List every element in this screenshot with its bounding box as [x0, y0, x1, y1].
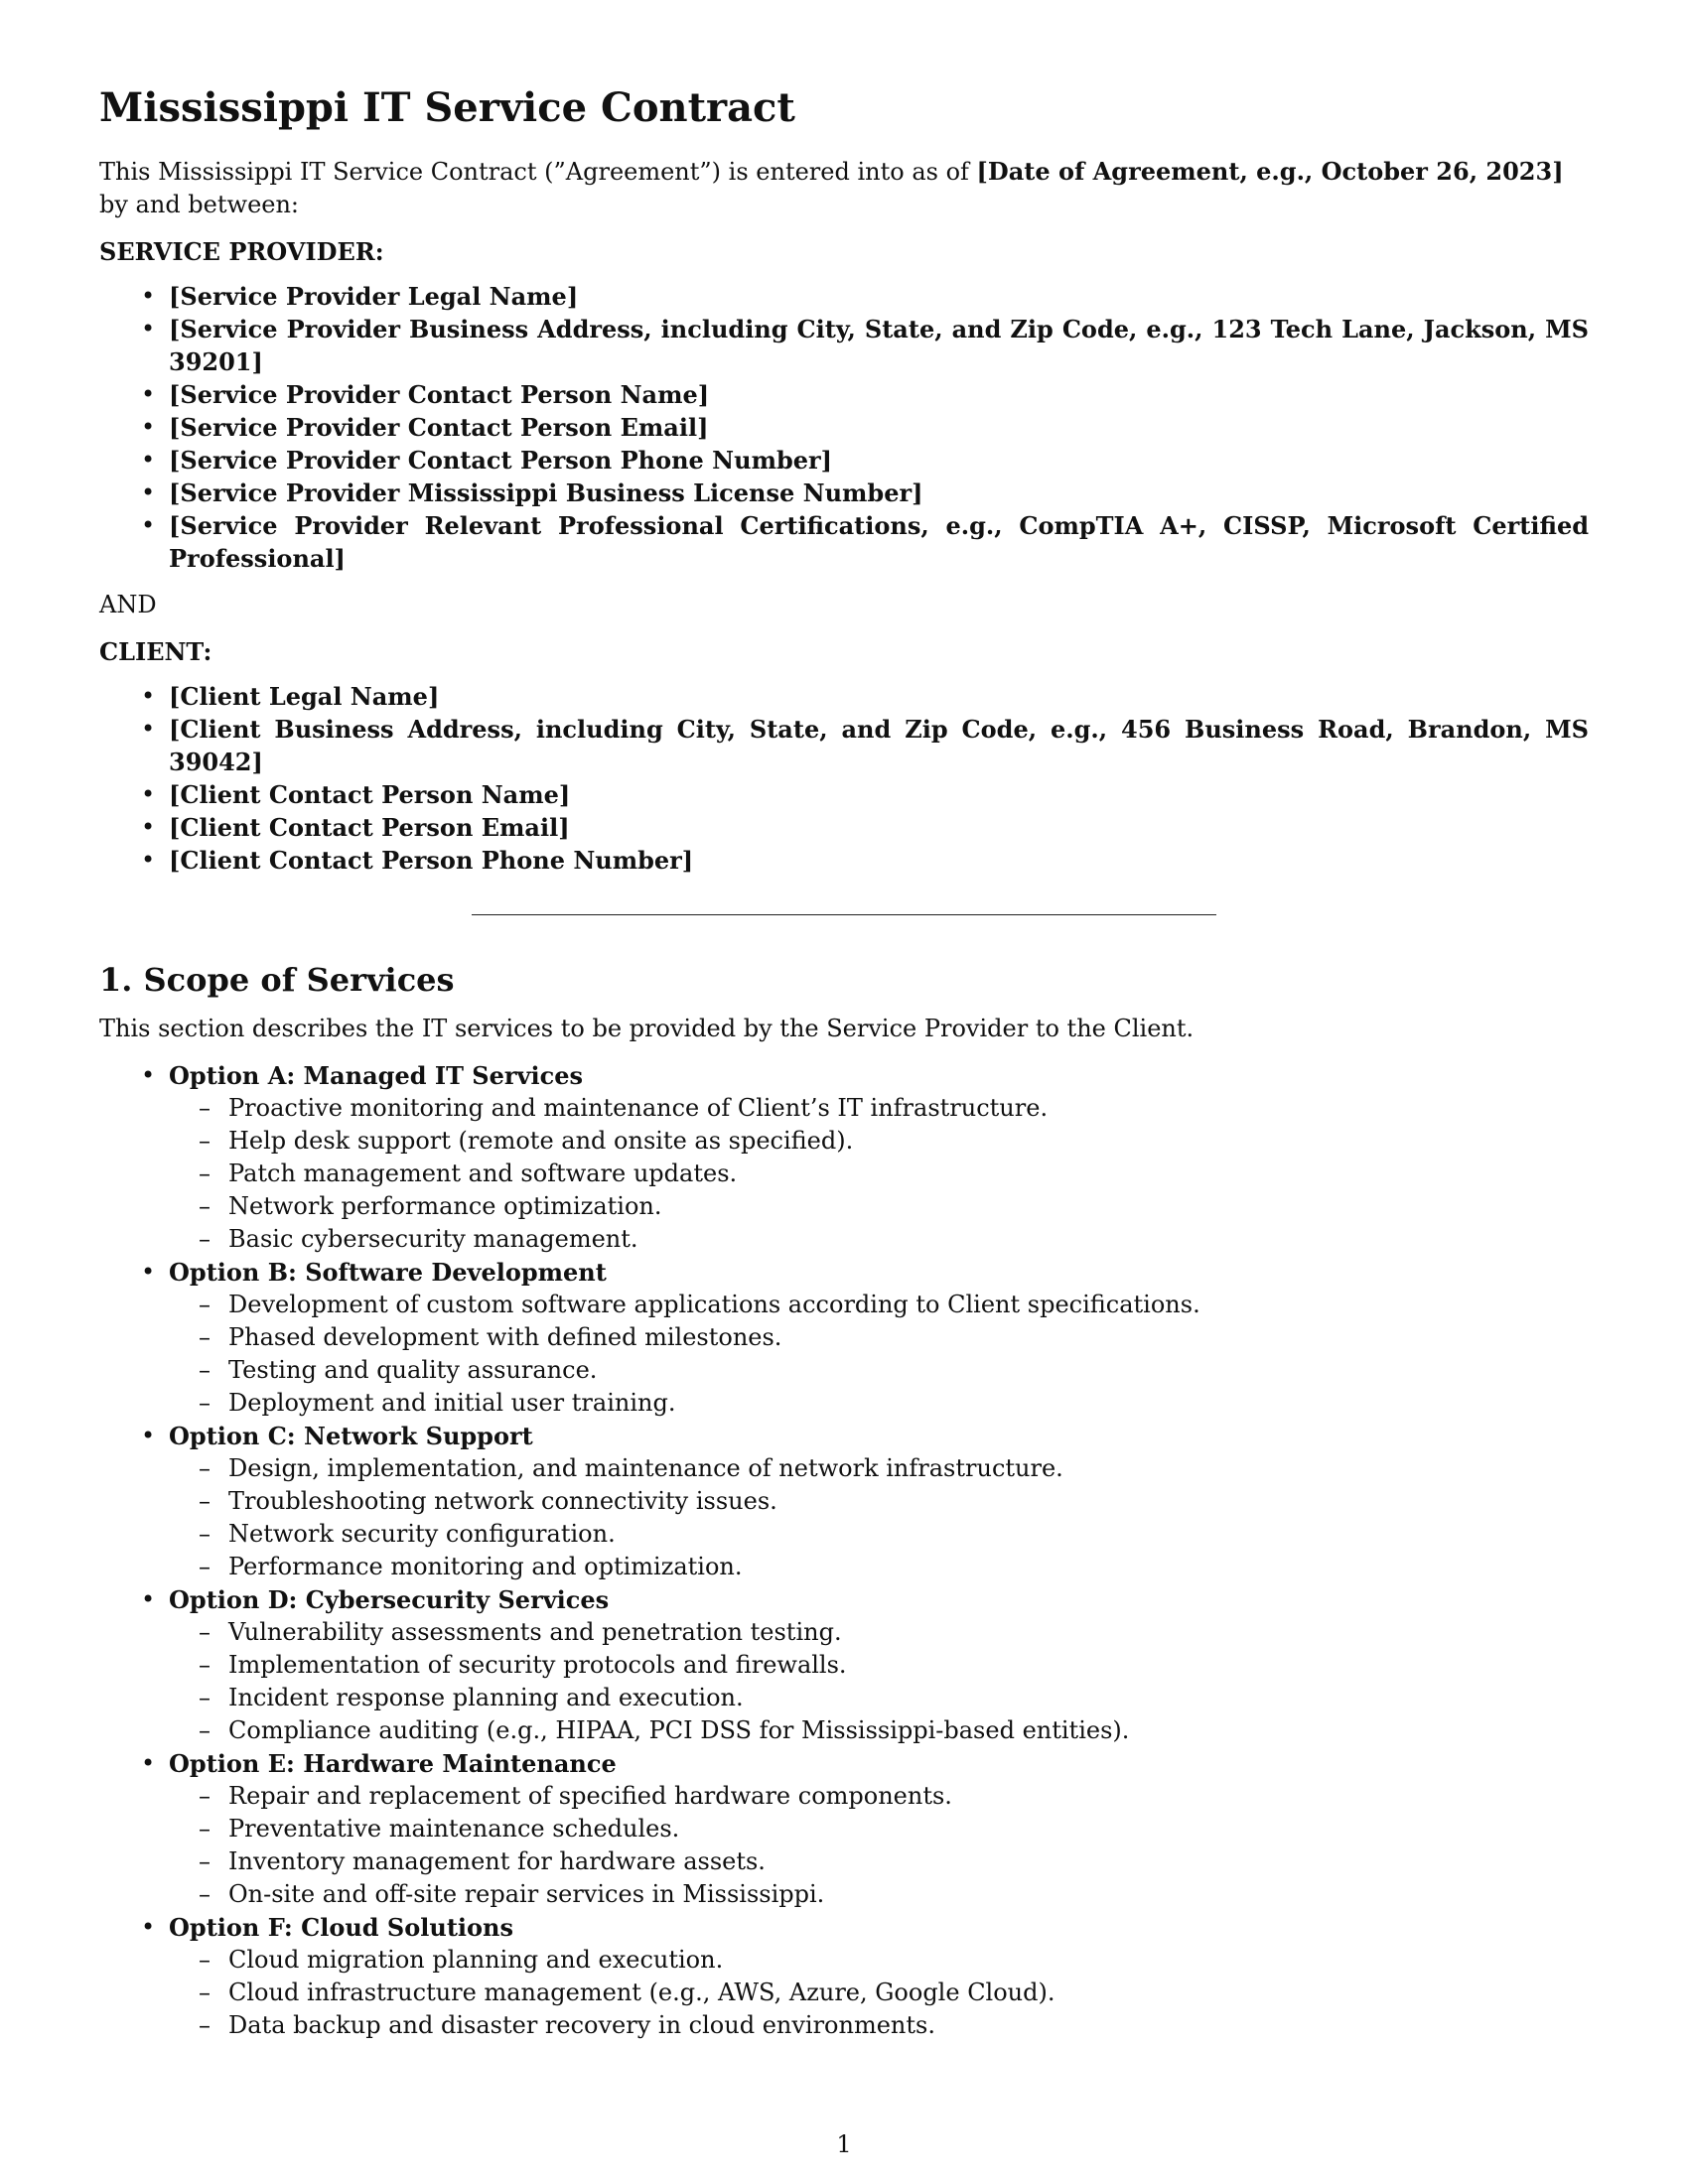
option-title: • Option B: Software Development [169, 1258, 607, 1288]
list-item: – Performance monitoring and optimization. [169, 1551, 1589, 1583]
list-item: – Incident response planning and execution. [169, 1682, 1589, 1714]
list-item: – Cloud migration planning and execution. [169, 1944, 1589, 1977]
list-item: – Design, implementation, and maintenance of network infrastructure. [169, 1452, 1589, 1485]
horizontal-divider [472, 914, 1216, 915]
section-heading-scope: 1. Scope of Services [99, 961, 455, 999]
list-item: – Phased development with defined milestones. [169, 1321, 1589, 1354]
option-b [99, 1256, 1589, 1420]
document-title: Mississippi IT Service Contract [99, 84, 795, 131]
client-list [99, 680, 1589, 877]
option-title: • Option E: Hardware Maintenance [169, 1749, 617, 1779]
option-title: • Option A: Managed IT Services [169, 1061, 583, 1091]
provider-legal-name: • [Service Provider Legal Name] [99, 280, 1589, 313]
provider-list [99, 280, 1589, 575]
option-title: • Option C: Network Support [169, 1422, 533, 1451]
intro-prefix: This Mississippi IT Service Contract (”Agreement”) is entered into as of [99, 158, 977, 186]
document-page [99, 85, 1589, 2042]
option-a [99, 1059, 1589, 1256]
provider-address: • [Service Provider Business Address, including City, State, and Zip Code, e.g., 123 Tech Lane, Jackson, MS 39201] [99, 313, 1589, 378]
section-intro: This section describes the IT services to be provided by the Service Provider to the Client. [99, 1015, 1195, 1043]
list-item: – Testing and quality assurance. [169, 1354, 1589, 1387]
intro-paragraph [99, 155, 1589, 221]
client-legal-name: • [Client Legal Name] [99, 680, 1589, 713]
and-separator: AND [99, 591, 157, 618]
option-d [99, 1583, 1589, 1747]
option-title: • Option F: Cloud Solutions [169, 1913, 513, 1943]
list-item: – Inventory management for hardware assets. [169, 1845, 1589, 1878]
list-item: – Cloud infrastructure management (e.g., AWS, Azure, Google Cloud). [169, 1977, 1589, 2009]
list-item: – Vulnerability assessments and penetration testing. [169, 1616, 1589, 1649]
service-options-list [99, 1059, 1589, 2042]
intro-suffix: by and between: [99, 191, 300, 218]
client-address: • [Client Business Address, including City, State, and Zip Code, e.g., 456 Business Road, Brandon, MS 39042] [99, 713, 1589, 778]
client-contact-name: • [Client Contact Person Name] [99, 778, 1589, 811]
provider-contact-phone: • [Service Provider Contact Person Phone Number] [99, 444, 1589, 477]
option-items [169, 1780, 1589, 1911]
list-item: – Network performance optimization. [169, 1190, 1589, 1223]
option-items [169, 1289, 1589, 1420]
list-item: – Data backup and disaster recovery in cloud environments. [169, 2009, 1589, 2042]
page-number: 1 [836, 2130, 852, 2158]
list-item: – Preventative maintenance schedules. [169, 1813, 1589, 1845]
list-item: – Deployment and initial user training. [169, 1387, 1589, 1420]
list-item: – Help desk support (remote and onsite as specified). [169, 1125, 1589, 1158]
option-items [169, 1092, 1589, 1256]
client-contact-email: • [Client Contact Person Email] [99, 811, 1589, 844]
provider-contact-name: • [Service Provider Contact Person Name] [99, 378, 1589, 411]
client-contact-phone: • [Client Contact Person Phone Number] [99, 844, 1589, 877]
option-items [169, 1616, 1589, 1747]
provider-heading: SERVICE PROVIDER: [99, 237, 384, 266]
list-item: – Implementation of security protocols and firewalls. [169, 1649, 1589, 1682]
option-items [169, 1452, 1589, 1583]
list-item: – Patch management and software updates. [169, 1158, 1589, 1190]
list-item: – Network security configuration. [169, 1518, 1589, 1551]
option-c [99, 1420, 1589, 1583]
list-item: – Basic cybersecurity management. [169, 1223, 1589, 1256]
list-item: – Repair and replacement of specified hardware components. [169, 1780, 1589, 1813]
provider-contact-email: • [Service Provider Contact Person Email] [99, 411, 1589, 444]
list-item: – Compliance auditing (e.g., HIPAA, PCI DSS for Mississippi-based entities). [169, 1714, 1589, 1747]
option-e [99, 1747, 1589, 1911]
option-items [169, 1944, 1589, 2042]
option-f [99, 1911, 1589, 2042]
option-title: • Option D: Cybersecurity Services [169, 1585, 610, 1615]
list-item: – Troubleshooting network connectivity issues. [169, 1485, 1589, 1518]
list-item: – Proactive monitoring and maintenance of Client’s IT infrastructure. [169, 1092, 1589, 1125]
client-heading: CLIENT: [99, 637, 212, 666]
agreement-date-placeholder: [Date of Agreement, e.g., October 26, 2023] [976, 157, 1564, 186]
provider-license-number: • [Service Provider Mississippi Business License Number] [99, 477, 1589, 509]
list-item: – On-site and off-site repair services in Mississippi. [169, 1878, 1589, 1911]
list-item: – Development of custom software applications according to Client specifications. [169, 1289, 1589, 1321]
provider-certifications: • [Service Provider Relevant Professional Certifications, e.g., CompTIA A+, CISSP, Microsoft Certified Professional] [99, 509, 1589, 575]
